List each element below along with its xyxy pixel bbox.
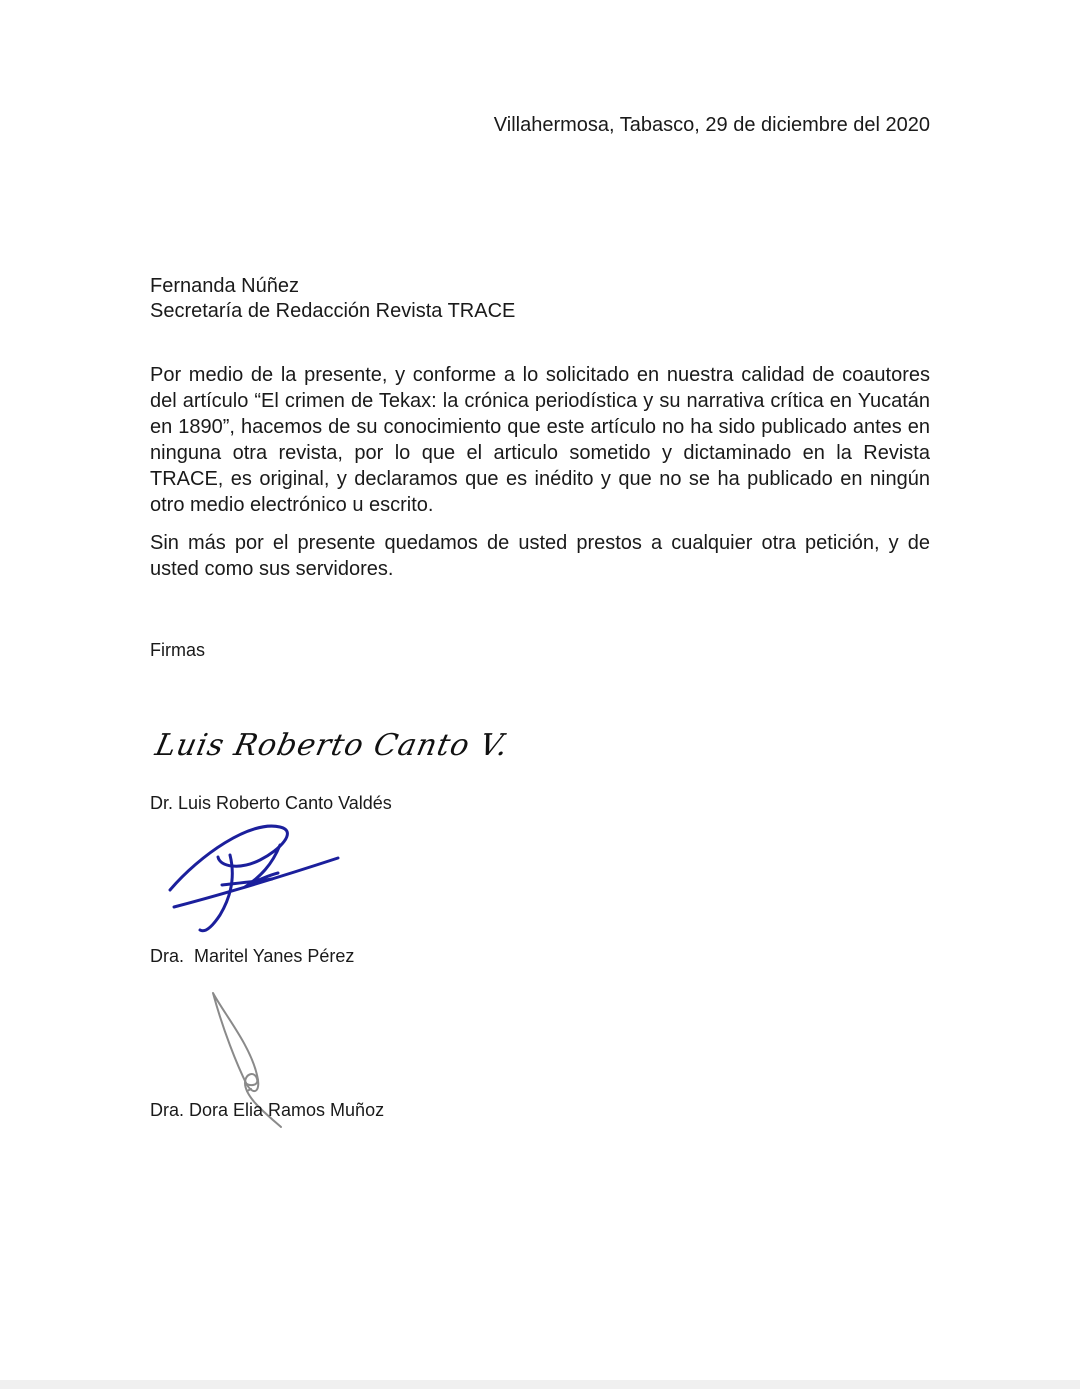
recipient-block <box>150 274 515 324</box>
recipient-name: Fernanda Núñez <box>150 275 299 297</box>
signatory-3-name: Dra. Dora Elia Ramos Muñoz <box>150 1100 385 1120</box>
signatures-label: Firmas <box>150 640 205 660</box>
page-bottom-strip <box>0 1380 1080 1389</box>
signature-1-handwritten: Luis Roberto Canto V. <box>152 728 512 763</box>
body-paragraph-2: Sin más por el presente quedamos de usted prestos a cualquier otra petición, y de usted como sus servidores. <box>150 532 930 580</box>
signatory-2-name: Dra. Maritel Yanes Pérez <box>150 946 355 966</box>
signatory-1-name: Dr. Luis Roberto Canto Valdés <box>150 793 392 813</box>
recipient-title: Secretaría de Redacción Revista TRACE <box>150 300 516 322</box>
signature-2-scribble <box>160 815 350 940</box>
body-paragraph-1: Por medio de la presente, y conforme a lo solicitado en nuestra calidad de coautores del artículo “El crimen de Tekax: la crónica periodística y su narrativa crítica en Yucatán en 1890”, hacemos de su conocimiento que este artículo no ha sido publicado antes en ninguna otra revista, por lo que el articulo sometido y dictaminado en la Revista TRACE, es original, y declaramos que es inédito y que no se ha publicado en ningún otro medio electrónico u escrito. <box>150 364 930 516</box>
letter-body <box>150 362 930 594</box>
date-line: Villahermosa, Tabasco, 29 de diciembre del 2020 <box>493 114 930 136</box>
